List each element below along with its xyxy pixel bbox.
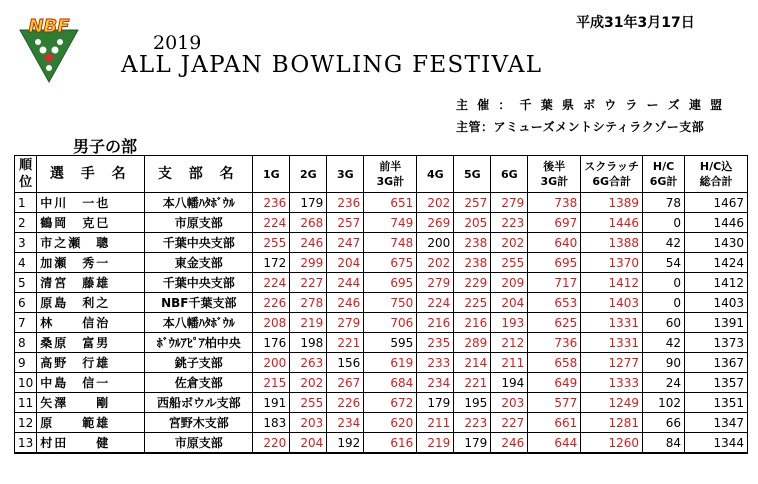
g3-cell: 221 xyxy=(327,333,364,353)
second-half-cell: 653 xyxy=(528,293,581,313)
name-cell: 高野 行雄 xyxy=(37,353,145,373)
rank-cell: 6 xyxy=(15,293,37,313)
g2-cell: 198 xyxy=(290,333,327,353)
g3-cell: 236 xyxy=(327,193,364,213)
branch-cell: NBF千葉支部 xyxy=(145,293,253,313)
header-g4: 4G xyxy=(417,156,454,193)
section-title: 男子の部 xyxy=(73,137,138,156)
second-half-cell: 577 xyxy=(528,393,581,413)
table-row xyxy=(15,213,748,233)
header-second-half: 後半 3G計 xyxy=(528,156,581,193)
hc-cell: 54 xyxy=(643,253,685,273)
rank-cell: 8 xyxy=(15,333,37,353)
g4-cell: 200 xyxy=(417,233,454,253)
g5-cell: 257 xyxy=(454,193,491,213)
g4-cell: 211 xyxy=(417,413,454,433)
branch-cell: 本八幡ﾊﾀﾎﾞｳﾙ xyxy=(145,313,253,333)
organizer-line: 主 催 ： 千 葉 県 ボ ウ ラ ー ズ 連 盟 xyxy=(456,98,725,112)
g1-cell: 226 xyxy=(253,293,290,313)
g3-cell: 226 xyxy=(327,393,364,413)
header-hc-total: H/C込 総合計 xyxy=(685,156,748,193)
g5-cell: 238 xyxy=(454,233,491,253)
g4-cell: 219 xyxy=(417,433,454,454)
branch-cell: 佐倉支部 xyxy=(145,373,253,393)
g1-cell: 176 xyxy=(253,333,290,353)
header-g5: 5G xyxy=(454,156,491,193)
table-row xyxy=(15,293,748,313)
hc-cell: 102 xyxy=(643,393,685,413)
g5-cell: 225 xyxy=(454,293,491,313)
first-half-cell: 672 xyxy=(364,393,417,413)
hc-total-cell: 1344 xyxy=(685,433,748,454)
name-cell: 市之瀬 聰 xyxy=(37,233,145,253)
g2-cell: 246 xyxy=(290,233,327,253)
second-half-cell: 640 xyxy=(528,233,581,253)
g2-cell: 179 xyxy=(290,193,327,213)
g1-cell: 200 xyxy=(253,353,290,373)
second-half-cell: 738 xyxy=(528,193,581,213)
scratch-cell: 1331 xyxy=(581,313,643,333)
first-half-cell: 620 xyxy=(364,413,417,433)
hc-total-cell: 1367 xyxy=(685,353,748,373)
g3-cell: 244 xyxy=(327,273,364,293)
branch-cell: 東金支部 xyxy=(145,253,253,273)
header-g2: 2G xyxy=(290,156,327,193)
g2-cell: 203 xyxy=(290,413,327,433)
hc-cell: 24 xyxy=(643,373,685,393)
g2-cell: 204 xyxy=(290,433,327,454)
g3-cell: 257 xyxy=(327,213,364,233)
branch-cell: 市原支部 xyxy=(145,213,253,233)
g4-cell: 233 xyxy=(417,353,454,373)
g2-cell: 268 xyxy=(290,213,327,233)
g5-cell: 205 xyxy=(454,213,491,233)
second-half-cell: 697 xyxy=(528,213,581,233)
second-half-cell: 625 xyxy=(528,313,581,333)
g6-cell: 246 xyxy=(491,433,528,454)
header-scratch: スクラッチ 6G合計 xyxy=(581,156,643,193)
name-cell: 原島 利之 xyxy=(37,293,145,313)
g1-cell: 224 xyxy=(253,273,290,293)
first-half-cell: 706 xyxy=(364,313,417,333)
rank-cell: 11 xyxy=(15,393,37,413)
scratch-cell: 1277 xyxy=(581,353,643,373)
branch-cell: 西船ボウル支部 xyxy=(145,393,253,413)
table-row xyxy=(15,233,748,253)
logo-text: NBF xyxy=(28,16,70,37)
g3-cell: 246 xyxy=(327,293,364,313)
hc-total-cell: 1430 xyxy=(685,233,748,253)
header-first-half: 前半 3G計 xyxy=(364,156,417,193)
g1-cell: 208 xyxy=(253,313,290,333)
branch-cell: 千葉中央支部 xyxy=(145,273,253,293)
g5-cell: 179 xyxy=(454,433,491,454)
scratch-cell: 1412 xyxy=(581,273,643,293)
scratch-cell: 1403 xyxy=(581,293,643,313)
g6-cell: 203 xyxy=(491,393,528,413)
name-cell: 村田 健 xyxy=(37,433,145,454)
rank-cell: 1 xyxy=(15,193,37,213)
g4-cell: 224 xyxy=(417,293,454,313)
table-row xyxy=(15,393,748,413)
second-half-cell: 717 xyxy=(528,273,581,293)
table-row xyxy=(15,333,748,353)
hc-cell: 42 xyxy=(643,333,685,353)
manager-line: 主管：アミューズメントシティラクゾー支部 xyxy=(456,120,705,134)
g5-cell: 221 xyxy=(454,373,491,393)
g3-cell: 247 xyxy=(327,233,364,253)
branch-cell: 本八幡ﾊﾀﾎﾞｳﾙ xyxy=(145,193,253,213)
g6-cell: 227 xyxy=(491,413,528,433)
g4-cell: 202 xyxy=(417,193,454,213)
g1-cell: 220 xyxy=(253,433,290,454)
hc-cell: 66 xyxy=(643,413,685,433)
g4-cell: 179 xyxy=(417,393,454,413)
g2-cell: 299 xyxy=(290,253,327,273)
g1-cell: 224 xyxy=(253,213,290,233)
g6-cell: 255 xyxy=(491,253,528,273)
hc-total-cell: 1357 xyxy=(685,373,748,393)
g6-cell: 204 xyxy=(491,293,528,313)
g5-cell: 223 xyxy=(454,413,491,433)
g2-cell: 278 xyxy=(290,293,327,313)
g3-cell: 192 xyxy=(327,433,364,454)
second-half-cell: 649 xyxy=(528,373,581,393)
hc-cell: 90 xyxy=(643,353,685,373)
rank-cell: 13 xyxy=(15,433,37,454)
scratch-cell: 1331 xyxy=(581,333,643,353)
table-row xyxy=(15,273,748,293)
g3-cell: 279 xyxy=(327,313,364,333)
table-header-row xyxy=(15,156,748,193)
name-cell: 中川 一也 xyxy=(37,193,145,213)
g3-cell: 267 xyxy=(327,373,364,393)
first-half-cell: 616 xyxy=(364,433,417,454)
name-cell: 林 信治 xyxy=(37,313,145,333)
g1-cell: 191 xyxy=(253,393,290,413)
g5-cell: 214 xyxy=(454,353,491,373)
header-g1: 1G xyxy=(253,156,290,193)
g3-cell: 234 xyxy=(327,413,364,433)
branch-cell: 宮野木支部 xyxy=(145,413,253,433)
first-half-cell: 675 xyxy=(364,253,417,273)
second-half-cell: 658 xyxy=(528,353,581,373)
header-hc: H/C 6G計 xyxy=(643,156,685,193)
name-cell: 中島 信一 xyxy=(37,373,145,393)
g2-cell: 255 xyxy=(290,393,327,413)
second-half-cell: 736 xyxy=(528,333,581,353)
name-cell: 矢澤 剛 xyxy=(37,393,145,413)
second-half-cell: 695 xyxy=(528,253,581,273)
branch-cell: 千葉中央支部 xyxy=(145,233,253,253)
hc-total-cell: 1412 xyxy=(685,273,748,293)
g5-cell: 238 xyxy=(454,253,491,273)
g1-cell: 215 xyxy=(253,373,290,393)
scratch-cell: 1370 xyxy=(581,253,643,273)
g6-cell: 279 xyxy=(491,193,528,213)
second-half-cell: 644 xyxy=(528,433,581,454)
table-row xyxy=(15,413,748,433)
g2-cell: 263 xyxy=(290,353,327,373)
g6-cell: 212 xyxy=(491,333,528,353)
g1-cell: 236 xyxy=(253,193,290,213)
g1-cell: 183 xyxy=(253,413,290,433)
g4-cell: 279 xyxy=(417,273,454,293)
g4-cell: 269 xyxy=(417,213,454,233)
rank-cell: 7 xyxy=(15,313,37,333)
first-half-cell: 651 xyxy=(364,193,417,213)
rank-cell: 2 xyxy=(15,213,37,233)
first-half-cell: 749 xyxy=(364,213,417,233)
rank-cell: 5 xyxy=(15,273,37,293)
hc-cell: 84 xyxy=(643,433,685,454)
g5-cell: 216 xyxy=(454,313,491,333)
second-half-cell: 661 xyxy=(528,413,581,433)
nbf-logo xyxy=(14,14,84,84)
scratch-cell: 1333 xyxy=(581,373,643,393)
table-row xyxy=(15,433,748,454)
name-cell: 清宮 藤雄 xyxy=(37,273,145,293)
g2-cell: 227 xyxy=(290,273,327,293)
g5-cell: 289 xyxy=(454,333,491,353)
g2-cell: 202 xyxy=(290,373,327,393)
hc-total-cell: 1467 xyxy=(685,193,748,213)
name-cell: 鶴岡 克巳 xyxy=(37,213,145,233)
g5-cell: 229 xyxy=(454,273,491,293)
rank-cell: 10 xyxy=(15,373,37,393)
g2-cell: 219 xyxy=(290,313,327,333)
g6-cell: 202 xyxy=(491,233,528,253)
event-title: ALL JAPAN BOWLING FESTIVAL xyxy=(121,52,543,78)
table-row xyxy=(15,253,748,273)
scratch-cell: 1446 xyxy=(581,213,643,233)
branch-cell: 銚子支部 xyxy=(145,353,253,373)
table-row xyxy=(15,373,748,393)
g1-cell: 172 xyxy=(253,253,290,273)
header-rank: 順 位 xyxy=(15,156,37,193)
table-row xyxy=(15,353,748,373)
first-half-cell: 619 xyxy=(364,353,417,373)
first-half-cell: 748 xyxy=(364,233,417,253)
g6-cell: 194 xyxy=(491,373,528,393)
g6-cell: 223 xyxy=(491,213,528,233)
table-row xyxy=(15,313,748,333)
branch-cell: ﾎﾞｳﾙｱﾋﾟｱ柏中央 xyxy=(145,333,253,353)
rank-cell: 3 xyxy=(15,233,37,253)
event-date: 平成31年3月17日 xyxy=(576,15,695,31)
hc-total-cell: 1446 xyxy=(685,213,748,233)
table-row xyxy=(15,193,748,213)
event-year: 2019 xyxy=(153,32,202,54)
hc-total-cell: 1403 xyxy=(685,293,748,313)
header-branch: 支 部 名 xyxy=(145,156,253,193)
g6-cell: 209 xyxy=(491,273,528,293)
hc-total-cell: 1373 xyxy=(685,333,748,353)
hc-total-cell: 1424 xyxy=(685,253,748,273)
first-half-cell: 750 xyxy=(364,293,417,313)
header-g6: 6G xyxy=(491,156,528,193)
hc-total-cell: 1391 xyxy=(685,313,748,333)
scratch-cell: 1281 xyxy=(581,413,643,433)
results-table xyxy=(14,155,748,454)
hc-cell: 60 xyxy=(643,313,685,333)
g3-cell: 204 xyxy=(327,253,364,273)
g4-cell: 216 xyxy=(417,313,454,333)
hc-cell: 0 xyxy=(643,213,685,233)
hc-total-cell: 1347 xyxy=(685,413,748,433)
hc-total-cell: 1351 xyxy=(685,393,748,413)
rank-cell: 4 xyxy=(15,253,37,273)
header-g3: 3G xyxy=(327,156,364,193)
first-half-cell: 695 xyxy=(364,273,417,293)
first-half-cell: 595 xyxy=(364,333,417,353)
header-name: 選 手 名 xyxy=(37,156,145,193)
scratch-cell: 1260 xyxy=(581,433,643,454)
scratch-cell: 1249 xyxy=(581,393,643,413)
g6-cell: 211 xyxy=(491,353,528,373)
hc-cell: 0 xyxy=(643,293,685,313)
rank-cell: 9 xyxy=(15,353,37,373)
first-half-cell: 684 xyxy=(364,373,417,393)
name-cell: 桑原 富男 xyxy=(37,333,145,353)
scratch-cell: 1389 xyxy=(581,193,643,213)
scratch-cell: 1388 xyxy=(581,233,643,253)
g6-cell: 193 xyxy=(491,313,528,333)
rank-cell: 12 xyxy=(15,413,37,433)
g5-cell: 195 xyxy=(454,393,491,413)
g4-cell: 234 xyxy=(417,373,454,393)
g4-cell: 235 xyxy=(417,333,454,353)
g1-cell: 255 xyxy=(253,233,290,253)
branch-cell: 市原支部 xyxy=(145,433,253,454)
name-cell: 原 範雄 xyxy=(37,413,145,433)
hc-cell: 78 xyxy=(643,193,685,213)
g4-cell: 202 xyxy=(417,253,454,273)
hc-cell: 42 xyxy=(643,233,685,253)
hc-cell: 0 xyxy=(643,273,685,293)
name-cell: 加瀬 秀一 xyxy=(37,253,145,273)
g3-cell: 156 xyxy=(327,353,364,373)
